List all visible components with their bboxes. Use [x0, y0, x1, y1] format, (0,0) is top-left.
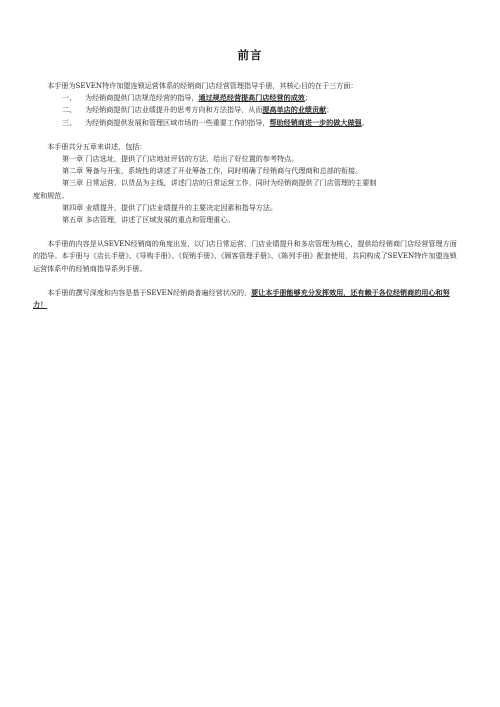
- chapters-intro: 本手册共分五章来讲述，包括：: [47, 141, 147, 151]
- aim-emphasis: 通过规范经营提高门店经营的成效: [198, 93, 305, 103]
- aim-text: 为经销商提供门店规范经营的指导，: [85, 93, 199, 103]
- aim-text: 为经销商提供发展和管理区域市场的一些重要工作的指导，: [85, 117, 270, 127]
- chapter-item-wrap: 度和规范。: [33, 190, 69, 200]
- aim-item: [33, 92, 463, 104]
- aim-number: 三、: [62, 117, 77, 127]
- aim-item: [33, 104, 463, 116]
- chapter-item: 第四章 业绩提升，提供了门店业绩提升的主要决定因素和指导方法。: [62, 202, 278, 212]
- aim-emphasis: 帮助经销商进一步的做大做强: [269, 117, 362, 127]
- intro-paragraph: 本手册为SEVEN特许加盟连锁运营体系的经销商门店经营管理指导手册，其核心目的在于三方面：: [47, 81, 358, 90]
- basis-emphasis: 要让本手册能够充分发挥效用，还有赖于各位经销商的用心和努力！: [33, 287, 450, 310]
- document-body: [33, 80, 463, 311]
- chapter-item: 第五章 多店管理，讲述了区域发展的重点和管理重心。: [62, 215, 235, 225]
- aim-emphasis: 提高单店的业绩贡献: [262, 105, 327, 115]
- aim-number: 一、: [62, 93, 77, 103]
- aims-list: [33, 92, 463, 129]
- chapter-item: 第三章 日常运营，以货品为主线，讲述门店的日常运营工作，同时为经销商提供了门店管理的主要制: [62, 178, 377, 188]
- basis-paragraph: [33, 287, 463, 311]
- content-paragraph: 本手册的内容是从SEVEN经销商的角度出发，以门店日常运营、门店业绩提升和多店管理为核心，提供给经销商门店经营管理方面的指导。本手册与《店长手册》、《导购手册》、《促销手册》、《顾客管理手册》、《陈列手册》配套使用，共同构成了SEVEN特许加盟连锁运营体系中的经销商指导系列手册。: [33, 239, 457, 273]
- chapter-item: 第一章 门店选址，提供了门店地址评估的方法，给出了好位置的参考特点。: [62, 154, 299, 164]
- basis-text: 本手册的撰写深度和内容是基于SEVEN经销商普遍经营状况的，: [47, 287, 252, 297]
- aim-number: 二、: [62, 105, 77, 115]
- chapter-item: 第二章 筹备与开张，系统性的讲述了开业筹备工作，同时明确了经销商与代理商和总部的衔接。: [62, 166, 363, 176]
- aim-tail: 。: [361, 117, 369, 127]
- aim-item: [33, 117, 463, 129]
- aim-tail: ；: [326, 105, 334, 115]
- aim-tail: ；: [304, 93, 312, 103]
- page-title: 前言: [237, 48, 263, 62]
- aim-text: 为经销商提供门店业绩提升的思考方向和方法指导，从而: [85, 105, 263, 115]
